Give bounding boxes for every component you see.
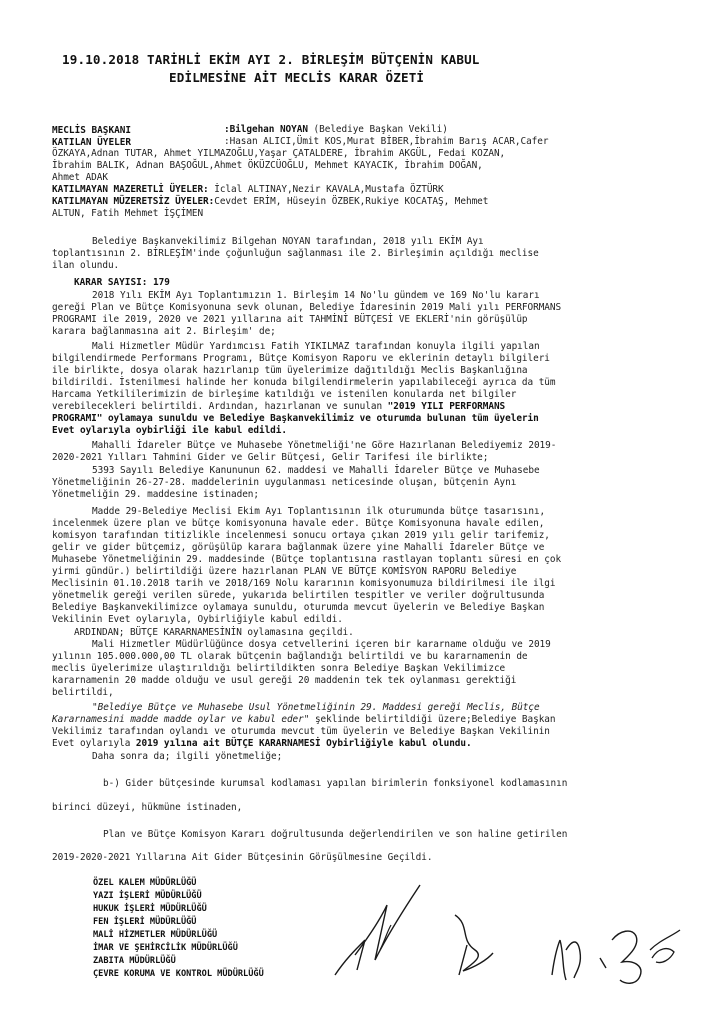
body-line: b-) Gider bütçesinde kurumsal kodlaması yapılan birimlerin fonksiyonel kodlamasının	[103, 778, 568, 789]
signature-3	[540, 880, 690, 1000]
body-line: Mahalli İdareler Bütçe ve Muhasebe Yönetmeliği'ne Göre Hazırlanan Belediyemiz 2019-	[92, 440, 557, 451]
distribution-item: FEN İŞLERİ MÜDÜRLÜĞÜ	[93, 917, 197, 927]
distribution-item: HUKUK İŞLERİ MÜDÜRLÜĞÜ	[93, 904, 207, 914]
body-line: Kararnamesini madde madde oylar ve kabul eder" şeklinde belirtildiği üzere;Belediye Başkan	[52, 714, 556, 725]
body-line: incelenmek üzere plan ve bütçe komisyonuna havale eder. Bütçe Komisyonuna havale edilen,	[52, 518, 545, 529]
distribution-item: YAZI İŞLERİ MÜDÜRLÜĞÜ	[93, 891, 202, 901]
body-line: 2020-2021 Yılları Tahmini Gider ve Gelir Bütçesi, Gelir Tarifesi ile birlikte;	[52, 452, 489, 463]
katilan-uyeler-line-2: ÖZKAYA,Adnan TUTAR, Ahmet YILMAZOĞLU,Yaşar ÇATALDERE, İbrahim AKGÜL, Fedai KOZAN,	[52, 148, 506, 159]
body-line: Vekilimiz tarafından oylandı ve oturumda mevcut tüm üyelerin ve Belediye Başkan Vekilinin	[52, 726, 550, 737]
body-line: Evet oylarıyla oybirliği ile kabul edildi.	[52, 425, 287, 436]
body-line: gereği Plan ve Bütçe Komisyonuna sevk olunan, Belediye İdaresinin 2019 Mali yılı PERFORMANS	[52, 302, 562, 313]
body-line: PROGRAMI" oylamaya sunuldu ve Belediye Başkanvekilimiz ve oturumda bulunan tüm üyelerin	[52, 413, 539, 424]
body-line: yönetmelik gereği verilen sürede, yukarıda belirtilen tespitler ve veriler doğrultusunda	[52, 590, 545, 601]
body-line: gelir ve gider bütçemiz, görüşülüp karara bağlanmak üzere yine Mahalli İdareler Bütçe ve	[52, 542, 545, 553]
body-line: Yönetmeliğin 29. maddesine istinaden;	[52, 489, 259, 500]
body-line: Vekilinin Evet oylarıyla, Oybirliğiyle kabul edildi.	[52, 614, 343, 625]
distribution-item: ÖZEL KALEM MÜDÜRLÜĞÜ	[93, 878, 197, 888]
body-line: komisyon tarafından titizlikle incelenmesi sonucu ortaya çıkan 2019 yılı gelir tarifemiz,	[52, 530, 550, 541]
mazeretli-uyeler: KATILMAYAN MAZERETLİ ÜYELER: İclal ALTINAY,Nezir KAVALA,Mustafa ÖZTÜRK	[52, 184, 444, 195]
body-line: meclis üyelerimize ulaştırıldığı belirtildikten sonra Belediye Başkan Vekilimizce	[52, 663, 506, 674]
body-line: Meclisinin 01.10.2018 tarih ve 2018/169 Nolu kararının komisyonumuza bildirilmesi ile ilgi	[52, 578, 556, 589]
body-line: PROGRAMI ile 2019, 2020 ve 2021 yıllarına ait TAHMİNİ BÜTÇESİ VE EKLERİ'nin görüşülüp	[52, 314, 528, 325]
katilan-uyeler-line-4: Ahmet ADAK	[52, 172, 108, 183]
distribution-item: MALİ HİZMETLER MÜDÜRLÜĞÜ	[93, 930, 218, 940]
body-line: bilgilendirmede Performans Programı, Bütçe Komisyon Raporu ve eklerinin detaylı bilgileri	[52, 353, 550, 364]
body-line: kararnamenin 20 madde olduğu ve usul gereği 20 maddenin tek tek oylanması gerektiği	[52, 675, 517, 686]
katilan-uyeler-line-3: İbrahim BALIK, Adnan BAŞOĞUL,Ahmet ÖKÜZCÜOĞLU, Mehmet KAYACIK, İbrahim DOĞAN,	[52, 160, 483, 171]
body-line: Belediye Başkanvekilimiz Bilgehan NOYAN tarafından, 2018 yılı EKİM Ayı	[92, 236, 484, 247]
body-line: karara bağlanmasına ait 2. Birleşim' de;	[52, 326, 276, 337]
distribution-item: İMAR VE ŞEHİRCİLİK MÜDÜRLÜĞÜ	[93, 943, 238, 953]
body-line: Evet oylarıyla 2019 yılına ait BÜTÇE KARARNAMESİ Oybirliğiyle kabul olundu.	[52, 738, 472, 749]
meclis-baskani-label: MECLİS BAŞKANI	[52, 125, 132, 136]
body-line: belirtildi,	[52, 687, 114, 698]
body-line: Daha sonra da; ilgili yönetmeliğe;	[92, 751, 283, 762]
body-line: Belediye Başkanvekilimizce oylamaya sunuldu, oturumda mevcut üyelerin ve Belediye Başkan	[52, 602, 545, 613]
body-line: Plan ve Bütçe Komisyon Kararı doğrultusunda değerlendirilen ve son haline getirilen	[103, 829, 568, 840]
distribution-item: ÇEVRE KORUMA VE KONTROL MÜDÜRLÜĞÜ	[93, 969, 264, 979]
body-line: Mali Hizmetler Müdür Yardımcısı Fatih YIKILMAZ tarafından konuyla ilgili yapılan	[92, 341, 540, 352]
body-line: ilan olundu.	[52, 260, 120, 271]
karar-sayisi: KARAR SAYISI: 179	[74, 277, 170, 288]
mazeretsiz-uyeler: KATILMAYAN MÜZERETSİZ ÜYELER:Cevdet ERİM, Hüseyin ÖZBEK,Rukiye KOCATAŞ, Mehmet	[52, 196, 489, 207]
document-title-line-2: EDİLMESİNE AİT MECLİS KARAR ÖZETİ	[169, 70, 425, 85]
distribution-item: ZABITA MÜDÜRLÜĞÜ	[93, 956, 176, 966]
body-line: Madde 29-Belediye Meclisi Ekim Ayı Toplantısının ilk oturumunda bütçe tasarısını,	[92, 506, 546, 517]
katilan-uyeler-line-1: :Hasan ALICI,Ümit KOS,Murat BİBER,İbrahim Barış ACAR,Cafer	[224, 136, 549, 147]
body-line: Mali Hizmetler Müdürlüğünce dosya cetvellerini içeren bir kararname olduğu ve 2019	[92, 639, 551, 650]
meclis-baskani-value: :Bilgehan NOYAN (Belediye Başkan Vekili)	[224, 124, 448, 135]
body-line: "Belediye Bütçe ve Muhasebe Usul Yönetmeliğinin 29. Maddesi gereği Meclis, Bütçe	[92, 702, 540, 713]
body-line: 2019-2020-2021 Yıllarına Ait Gider Bütçesinin Görüşülmesine Geçildi.	[52, 852, 433, 863]
document-title-line-1: 19.10.2018 TARİHLİ EKİM AYI 2. BİRLEŞİM BÜTÇENİN KABUL	[62, 52, 480, 67]
body-line: 5393 Sayılı Belediye Kanununun 62. maddesi ve Mahalli İdareler Bütçe ve Muhasebe	[92, 465, 540, 476]
body-line: birinci düzeyi, hükmüne istinaden,	[52, 802, 243, 813]
body-line: 2018 Yılı EKİM Ayı Toplantımızın 1. Birleşim 14 No'lu gündem ve 169 No'lu kararı	[92, 290, 540, 301]
katilan-uyeler-label: KATILAN ÜYELER	[52, 137, 132, 148]
body-line: Muhasebe Yönetmeliğinin 29. maddesinde (Bütçe toplantısına rastlayan toplantı süresi en çok	[52, 554, 562, 565]
body-line: ARDINDAN; BÜTÇE KARARNAMESİNİN oylamasına geçildi.	[74, 627, 354, 638]
body-line: yılının 105.000.000,00 TL olarak bütçenin bağlandığı belirtildi ve bu kararnamenin de	[52, 651, 528, 662]
body-line: toplantısının 2. BİRLEŞİM'inde çoğunluğun sağlanması ile 2. Birleşimin açıldığı meclise	[52, 248, 539, 259]
body-line: Yönetmeliğinin 26-27-28. maddelerinin uygulanması neticesinde oluşan, bütçenin Aynı	[52, 477, 517, 488]
body-line: bildirildi. İstenilmesi halinde her konuda bilgilendirmelerin yapılabileceği ayrıca da tüm	[52, 377, 556, 388]
body-line: ile birlikte, dosya olarak hazırlanıp tüm üyelerimize dağıtıldığı Meclis Başkanlığına	[52, 365, 528, 376]
mazeretsiz-uyeler-line-2: ALTUN, Fatih Mehmet İŞÇİMEN	[52, 208, 204, 219]
signature-1	[325, 880, 435, 990]
body-line: verebilecekleri belirtildi. Ardından, hazırlanan ve sunulan "2019 YILI PERFORMANS	[52, 401, 506, 412]
signature-2	[445, 905, 505, 985]
body-line: Harcama Yetkililerimizin de birleşime katıldığı ve istenilen konularda net bilgiler	[52, 389, 517, 400]
body-line: yirmi gündür.) belirtildiği üzere hazırlanan PLAN VE BÜTÇE KOMİSYON RAPORU Belediye	[52, 566, 517, 577]
